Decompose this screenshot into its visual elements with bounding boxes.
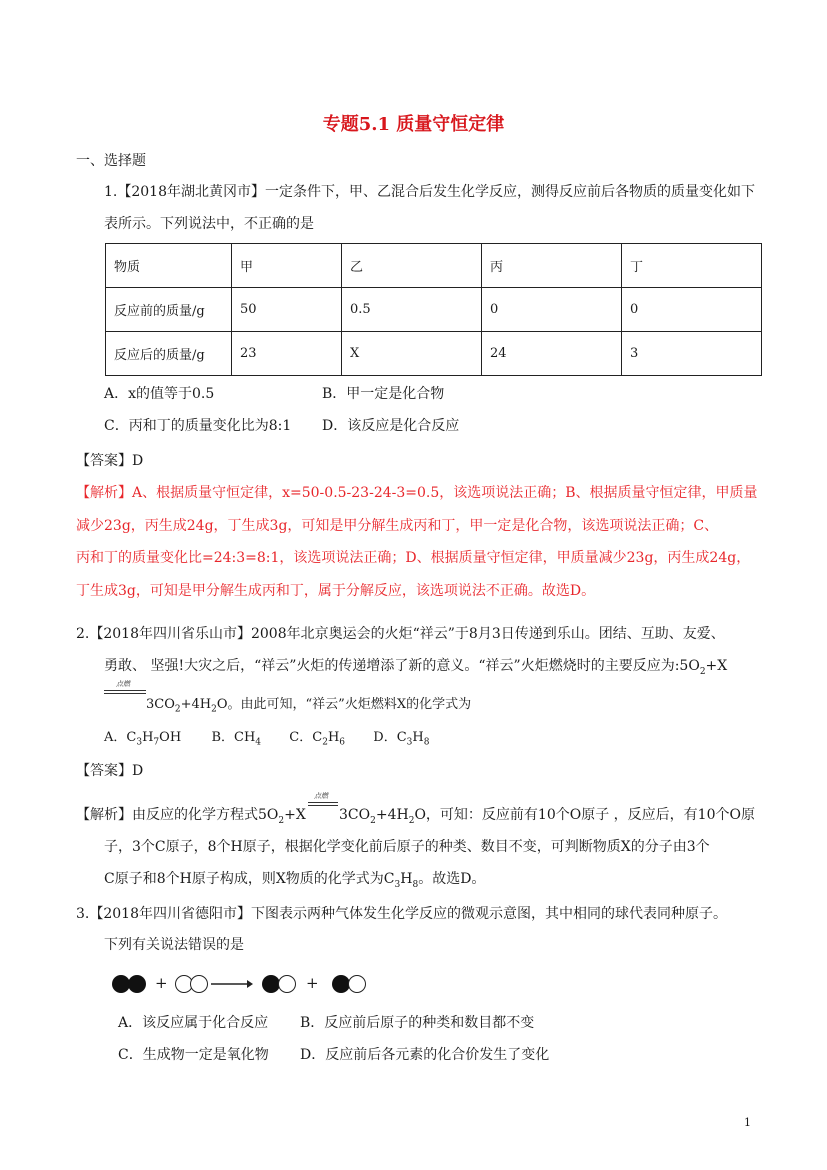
subscript: 2 [370, 815, 376, 826]
subscript: 2 [408, 815, 415, 826]
subscript: 7 [153, 737, 160, 748]
text-run: +X [284, 807, 306, 823]
text-run: +4H [375, 807, 409, 823]
text-run: OH [159, 730, 182, 745]
dark-atom [128, 975, 146, 993]
subscript: 3 [406, 737, 413, 748]
q2-analysis-line1-rest [339, 805, 755, 831]
text-run: O。由此可知，“祥云”火炬燃料X的化学式为 [216, 697, 472, 712]
q1-analysis-line: 【解析】A、根据质量守恒定律，x=50-0.5-23-24-3=0.5，该选项说法正确；B、根据质量守恒定律，甲质量 [76, 485, 758, 501]
table-header-cell: 物质 [106, 244, 232, 288]
text-run: +X [705, 658, 728, 674]
q2-analysis-line2: 子，3个C原子，8个H原子，根据化学变化前后原子的种类、数目不变，可判断物质X的分子由3个 [104, 839, 710, 855]
q3-option-c: C．生成物一定是氧化物 [118, 1047, 269, 1063]
text-run: H [327, 730, 340, 745]
q1-option-a: A．x的值等于0.5 [104, 386, 215, 402]
q2-options [104, 728, 429, 753]
subscript: 2 [174, 704, 181, 715]
q2-option-a: A．C [104, 730, 137, 745]
page-title: 专题5.1 质量守恒定律 [322, 114, 505, 135]
subscript: 2 [322, 737, 328, 748]
q1-option-c: C．丙和丁的质量变化比为8:1 [104, 418, 292, 434]
subscript: 4 [255, 737, 262, 748]
q2-option-d: D．C [373, 730, 407, 745]
light-atom [190, 975, 208, 993]
q2-analysis-line1 [76, 805, 306, 831]
table-cell: 0 [482, 288, 622, 332]
arrow-label: 点燃 [116, 680, 130, 688]
reaction-arrow [104, 682, 146, 696]
subscript: 8 [423, 737, 430, 748]
table-header-cell: 甲 [232, 244, 342, 288]
section-heading: 一、选择题 [76, 153, 146, 169]
table-cell: 0 [622, 288, 762, 332]
q1-option-b: B．甲一定是化合物 [322, 386, 445, 402]
subscript: 2 [699, 666, 706, 677]
table-header-cell: 丁 [622, 244, 762, 288]
q3-stem-line2: 下列有关说法错误的是 [104, 937, 244, 953]
subscript: 2 [278, 815, 285, 826]
text-run: C原子和8个H原子构成，则X物质的化学式为C [104, 871, 395, 887]
q2-answer: 【答案】D [76, 763, 144, 779]
table-header-cell: 丙 [482, 244, 622, 288]
text-run: 【解析】由反应的化学方程式5O [76, 807, 279, 823]
table-cell: 3 [622, 332, 762, 376]
mass-table [105, 243, 762, 376]
text-run: 勇敢、 坚强!大灾之后，“祥云”火炬的传递增添了新的意义。“祥云”火炬燃烧时的主要反应为:5O [104, 658, 700, 674]
plus-sign: + [155, 974, 168, 992]
q1-analysis-line: 减少23g，丙生成24g，丁生成3g，可知是甲分解生成丙和丁，甲一定是化合物，该选项说法正确；C、 [76, 518, 719, 534]
light-atom [348, 975, 366, 993]
q1-answer: 【答案】D [76, 453, 144, 469]
page-number: 1 [744, 1116, 751, 1129]
text-run: H [142, 730, 154, 745]
text-run: O，可知：反应前有10个O原子 ，反应后，有10个O原 [414, 807, 755, 823]
q2-stem-line2 [104, 656, 727, 682]
text-run: 。故选D。 [418, 871, 486, 887]
text-run: H [412, 730, 424, 745]
q1-option-d: D．该反应是化合反应 [322, 418, 460, 434]
table-cell: 24 [482, 332, 622, 376]
plus-sign: + [306, 974, 319, 992]
subscript: 6 [339, 737, 346, 748]
subscript: 8 [412, 879, 419, 890]
subscript: 2 [211, 704, 217, 715]
text-run: 3CO [339, 807, 371, 823]
table-cell: 50 [232, 288, 342, 332]
q2-stem-line3 [146, 695, 471, 720]
q3-option-a: A．该反应属于化合反应 [118, 1015, 269, 1031]
table-cell: X [342, 332, 482, 376]
q1-stem-line2: 表所示。下列说法中，不正确的是 [104, 216, 314, 232]
table-cell: 23 [232, 332, 342, 376]
text-run: 3CO [146, 697, 175, 712]
table-row [106, 332, 762, 376]
arrow-icon [210, 978, 254, 990]
arrow-label: 点燃 [314, 792, 328, 800]
subscript: 3 [394, 879, 401, 890]
q1-stem-line1: 1.【2018年湖北黄冈市】一定条件下，甲、乙混合后发生化学反应，测得反应前后各物质的质量变化如下 [104, 184, 755, 200]
table-cell: 反应前的质量/g [106, 288, 232, 332]
q2-analysis-line3 [104, 869, 485, 895]
subscript: 3 [136, 737, 143, 748]
table-row [106, 288, 762, 332]
q3-option-d: D．反应前后各元素的化合价发生了变化 [300, 1047, 550, 1063]
reaction-arrow [308, 794, 338, 808]
text-run: H [400, 871, 413, 887]
q1-analysis-line: 丁生成3g，可知是甲分解生成丙和丁，属于分解反应，该选项说法不正确。故选D。 [76, 583, 596, 599]
text-run: +4H [180, 697, 212, 712]
q1-analysis-line: 丙和丁的质量变化比=24:3=8:1，该选项说法正确；D、根据质量守恒定律，甲质量减少23g，丙生成24g， [76, 550, 751, 566]
q2-option-c: C．C [289, 730, 323, 745]
table-header-row [106, 244, 762, 288]
light-atom [278, 975, 296, 993]
q3-stem-line1: 3.【2018年四川省德阳市】下图表示两种气体发生化学反应的微观示意图，其中相同的球代表同种原子。 [76, 906, 727, 922]
table-cell: 0.5 [342, 288, 482, 332]
q3-option-b: B．反应前后原子的种类和数目都不变 [300, 1015, 535, 1031]
table-cell: 反应后的质量/g [106, 332, 232, 376]
q2-stem-line1: 2.【2018年四川省乐山市】2008年北京奥运会的火炬“祥云”于8月3日传递到乐山。团结、互助、友爱、 [76, 626, 725, 642]
q2-option-b: B．CH [211, 730, 256, 745]
table-header-cell: 乙 [342, 244, 482, 288]
